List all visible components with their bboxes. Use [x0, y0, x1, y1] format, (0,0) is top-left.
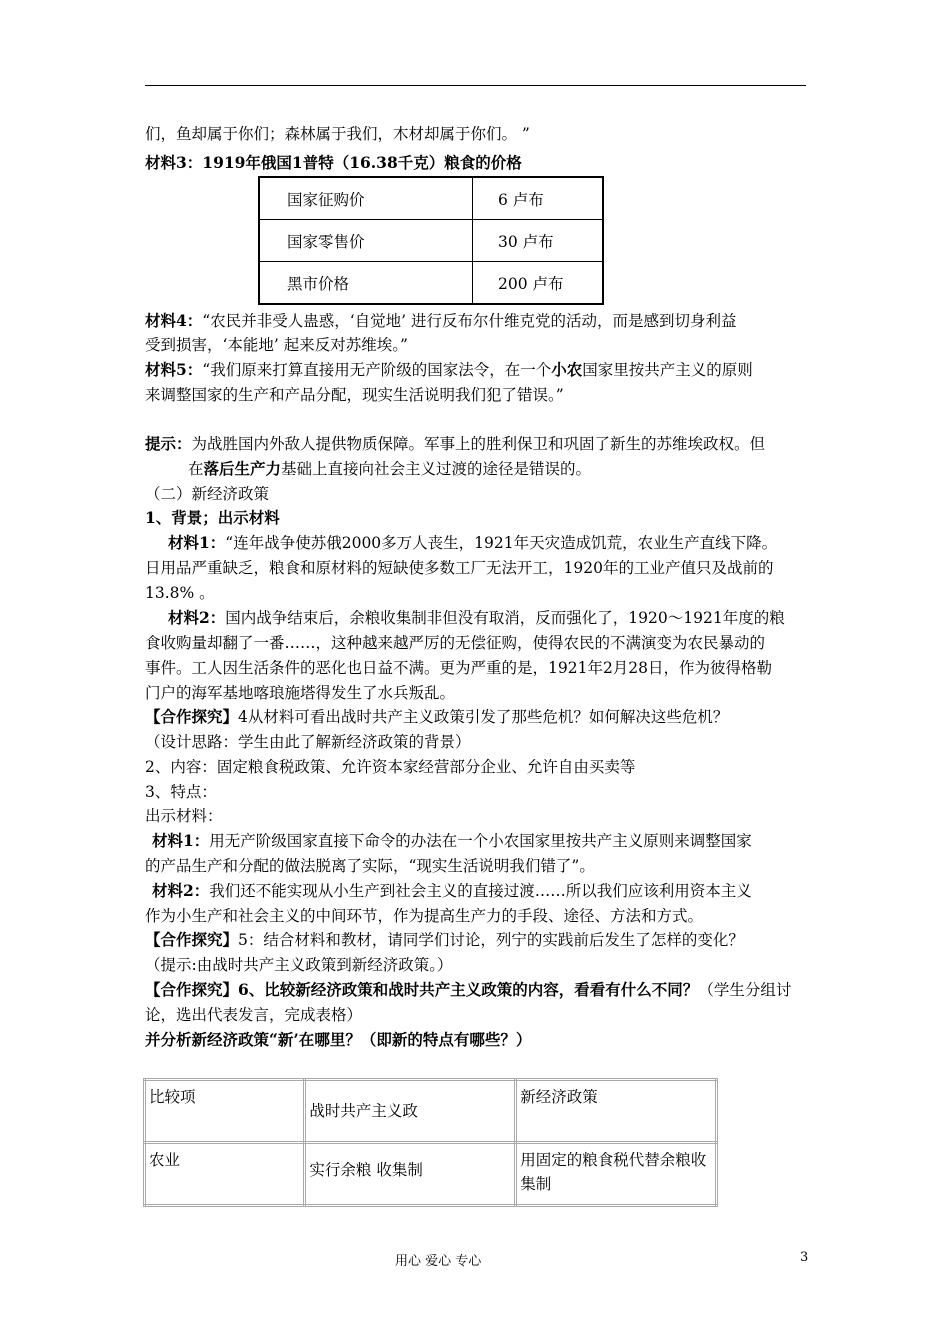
text-line: 事件。工人因生活条件的恶化也日益不满。更为严重的是，1921年2月28日，作为彼得格勒: [145, 659, 773, 677]
text-line: 的产品生产和分配的做法脱离了实际，“现实生活说明我们错了”。: [145, 857, 595, 875]
text-line: 出示材料：: [145, 807, 223, 825]
background-material-2: 材料2：国内战争结束后，余粮收集制非但没有取消，反而强化了，1920～1921年度的粮: [168, 608, 785, 627]
background-title: 1、背景；出示材料: [145, 508, 280, 527]
text-line: 13.8% 。: [145, 584, 215, 602]
section-heading: （二）新经济政策: [145, 485, 270, 503]
table-cell: 黑市价格: [259, 262, 473, 305]
table-cell: 用固定的粮食税代替余粮收集制: [516, 1143, 717, 1206]
features-line: 3、特点：: [145, 783, 217, 801]
text-line: 受到损害，‘本能地’ 起来反对苏维埃。”: [145, 336, 408, 354]
text-line: 在落后生产力基础上直接向社会主义过渡的途径是错误的。: [188, 459, 592, 478]
material-5: 材料5：“我们原来打算直接用无产阶级的国家法令，在一个小农国家里按共产主义的原则: [145, 360, 753, 379]
text-line: 来调整国家的生产和产品分配，现实生活说明我们犯了错误。”: [145, 386, 564, 404]
feature-material-2: 材料2：我们还不能实现从小生产到社会主义的直接过渡……所以我们应该利用资本主义: [152, 881, 752, 900]
table-row: [259, 220, 603, 262]
comparison-table: [143, 1078, 718, 1207]
table-row: [259, 262, 603, 305]
text-line: 并分析新经济政策“新’在哪里？（即新的特点有哪些？）: [145, 1030, 532, 1049]
table-header-cell: 新经济政策: [516, 1080, 717, 1143]
table-header-cell: 比较项: [145, 1080, 305, 1143]
table-cell: 国家征购价: [259, 177, 473, 220]
material-3-title: 材料3：1919年俄国1普特（16.38千克）粮食的价格: [145, 153, 522, 172]
background-material-1: 材料1：“连年战争使苏俄2000多万人丧生，1921年天灾造成饥荒，农业生产直线下降。: [168, 533, 778, 552]
text-line: （提示:由战时共产主义政策到新经济政策。）: [145, 956, 453, 974]
material-4: 材料4：“农民并非受人蛊惑，‘自觉地’ 进行反布尔什维克党的活动，而是感到切身利益: [145, 311, 737, 330]
question-4: 【合作探究】4从材料可看出战时共产主义政策引发了那些危机？如何解决这些危机？: [145, 707, 729, 726]
feature-material-1: 材料1：用无产阶级国家直接下命令的办法在一个小农国家里按共产主义原则来调整国家: [152, 831, 752, 850]
text-line: 论，选出代表发言，完成表格）: [145, 1006, 363, 1024]
text-line: 日用品严重缺乏，粮食和原材料的短缺使多数工厂无法开工，1920年的工业产值只及战前的: [145, 559, 774, 577]
question-6: 【合作探究】6、比较新经济政策和战时共产主义政策的内容，看看有什么不同？（学生分组讨: [145, 980, 792, 999]
table-cell: 6 卢布: [473, 177, 604, 220]
page-number: 3: [800, 1250, 809, 1265]
text-line: （设计思路：学生由此了解新经济政策的背景）: [145, 733, 471, 751]
text-line: 食收购量却翻了一番……，这种越来越严厉的无偿征购，使得农民的不满演变为农民暴动的: [145, 634, 766, 652]
table-row: [145, 1143, 717, 1206]
text-line: 门户的海军基地喀琅施塔得发生了水兵叛乱。: [145, 684, 456, 702]
footer-text: 用心 爱心 专心: [395, 1254, 482, 1269]
hint: 提示：为战胜国内外敌人提供物质保障。军事上的胜利保卫和巩固了新生的苏维埃政权。但: [145, 434, 766, 453]
table-header-cell: 战时共产主义政: [305, 1080, 516, 1143]
table-row: [145, 1080, 717, 1143]
question-5: 【合作探究】5：结合材料和教材，请同学们讨论，列宁的实践前后发生了怎样的变化？: [145, 930, 744, 949]
table-cell: 30 卢布: [473, 220, 604, 262]
header-rule: [145, 85, 806, 86]
text-line: 们，鱼却属于你们；森林属于我们，木材却属于你们。 ”: [145, 125, 530, 143]
table-cell: 国家零售价: [259, 220, 473, 262]
price-table: [258, 176, 604, 305]
text-line: 作为小生产和社会主义的中间环节，作为提高生产力的手段、途径、方法和方式。: [145, 907, 704, 925]
content-line: 2、内容：固定粮食税政策、允许资本家经营部分企业、允许自由买卖等: [145, 758, 636, 776]
table-cell: 实行余粮 收集制: [305, 1143, 516, 1206]
table-row: [259, 177, 603, 220]
table-cell: 农业: [145, 1143, 305, 1206]
table-cell: 200 卢布: [473, 262, 604, 305]
